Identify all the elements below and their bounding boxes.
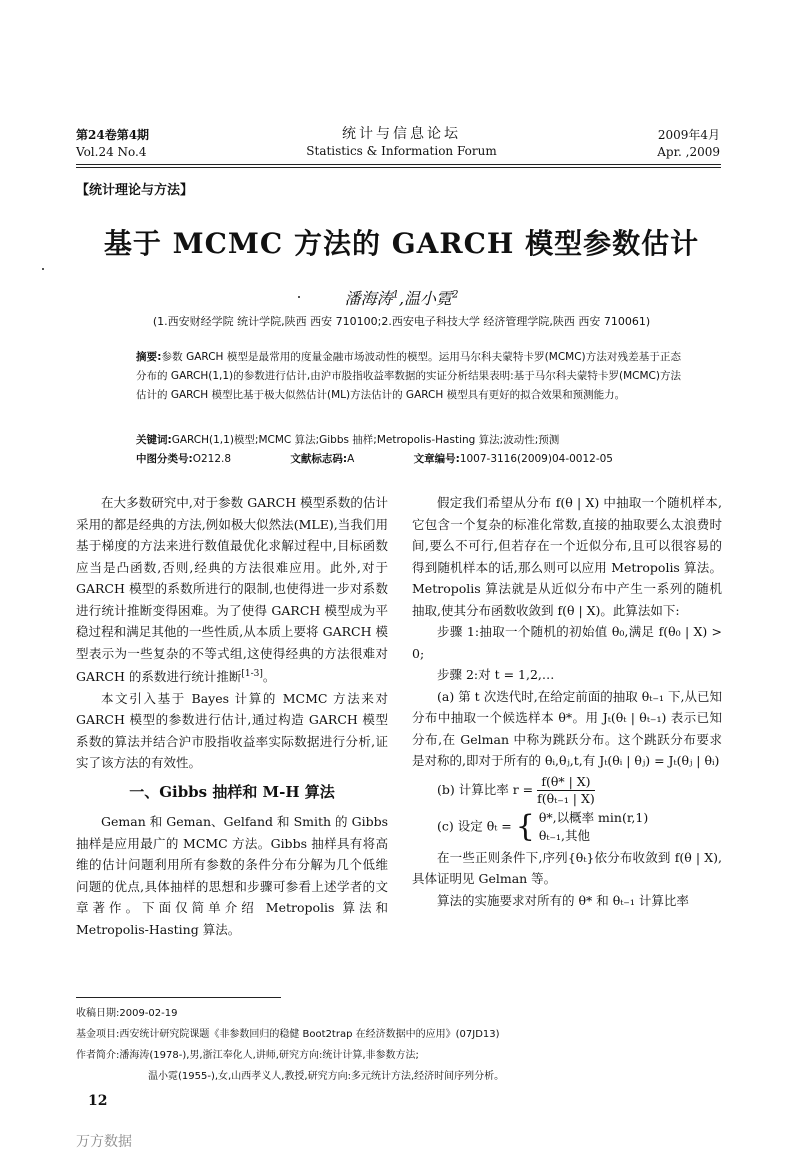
scan-speck [42, 268, 44, 270]
step-c-equation [437, 809, 722, 845]
ratio-numerator: f(θ* | X) [537, 774, 595, 791]
keywords-label: 关键词: [136, 434, 172, 446]
classification-line [136, 451, 681, 466]
article-number [414, 453, 641, 465]
affiliation: (1.西安财经学院 统计学院,陕西 西安 710100;2.西安电子科技大学 经济管理学院,陕西 西安 710061) [152, 315, 651, 328]
volume-en: Vol.24 No.4 [76, 145, 147, 159]
author-separator: , [398, 289, 405, 308]
cases-block [539, 809, 648, 845]
section-tag: 【统计理论与方法】 [76, 183, 194, 198]
intro-p1-end: 。 [262, 669, 276, 685]
section-heading: 一、Gibbs 抽样和 M-H 算法 [129, 782, 335, 801]
author-2-mark: 2 [452, 289, 459, 301]
date-cn: 2009年4月 [657, 128, 720, 142]
footnotes [76, 1003, 721, 1087]
case-1: θ*,以概率 min(r,1) [538, 809, 649, 825]
art-value: 1007-3116(2009)04-0012-05 [459, 453, 613, 465]
abstract-label: 摘要: [136, 351, 162, 363]
paper-title: 基于 MCMC 方法的 GARCH 模型参数估计 [103, 227, 700, 260]
journal-name-cn: 统计与信息论坛 [342, 126, 461, 142]
body-left-column [76, 492, 388, 940]
journal-name-en: Statistics & Information Forum [306, 144, 497, 158]
volume-cn: 第24卷第4期 [76, 128, 150, 142]
step-c-label: (c) 设定 θₜ = [437, 818, 512, 833]
case-2: θₜ₋₁,其他 [538, 827, 591, 843]
issue-date [600, 127, 720, 161]
body-right-column [412, 492, 722, 911]
convergence-paragraph: 在一些正则条件下,序列{θₜ}依分布收敛到 f(θ | X),具体证明见 Gelman 等。 [412, 849, 722, 886]
clc-value: O212.8 [192, 453, 232, 465]
author-bio-2: 温小霓(1955-),女,山西孝义人,教授,研究方向:多元统计方法,经济时间序列分析。 [148, 1071, 505, 1082]
doc-label: 文献标志码: [290, 453, 348, 465]
keywords [136, 432, 681, 447]
author-2: 温小霓 [404, 289, 453, 308]
metropolis-paragraph: 假定我们希望从分布 f(θ | X) 中抽取一个随机样本,它包含一个复杂的标准化常数,直接的抽取要么太浪费时间,要么不可行,但若存在一个近似分布,且可以很容易的得到随机样本的话,那么则可以应用 Metropolis 算法。Metropolis 算法就是从近似分布中产生一系列的随机抽取,使其分布函数收敛到 f(θ | X)。此算法如下: [412, 495, 722, 618]
abstract [136, 348, 681, 405]
watermark: 万方数据 [76, 1134, 132, 1150]
received-date: 收稿日期:2009-02-19 [76, 1008, 178, 1019]
intro-paragraph-1 [76, 492, 388, 688]
intro-paragraph-2: 本文引入基于 Bayes 计算的 MCMC 方法来对 GARCH 模型的参数进行估计,通过构造 GARCH 模型系数的算法并结合沪市股指收益率实际数据进行分析,证实了该方法的有效性。 [76, 690, 388, 771]
doc-code [290, 453, 382, 465]
header-rule-bottom [76, 167, 721, 168]
gibbs-paragraph: Geman 和 Geman、Gelfand 和 Smith 的 Gibbs 抽样是应用最广的 MCMC 方法。Gibbs 抽样具有将高维的估计问题利用所有参数的条件分布分解为几个低维问题的优点,具体抽样的思想和步骤可参看上述学者的文章著作。下面仅简单介绍 Metropolis 算法和 Metropolis-Hasting 算法。 [76, 814, 388, 937]
keywords-text: GARCH(1,1)模型;MCMC 算法;Gibbs 抽样;Metropolis-Hasting 算法;波动性;预测 [171, 434, 560, 446]
page-number: 12 [88, 1093, 108, 1109]
abstract-text: 参数 GARCH 模型是最常用的度量金融市场波动性的模型。运用马尔科夫蒙特卡罗(MCMC)方法对残差基于正态分布的 GARCH(1,1)的参数进行估计,由沪市股指收益率数据的实证分析结果表明:基于马尔科夫蒙特卡罗(MCMC)方法估计的 GARCH 模型比基于极大似然估计(ML)方法估计的 GARCH 模型具有更好的拟合效果和预测能力。 [136, 351, 681, 401]
ratio-fraction [537, 774, 595, 807]
scan-speck [298, 296, 300, 298]
header-rule-top [76, 164, 721, 165]
fund-project: 基金项目:西安统计研究院课题《非参数回归的稳健 Boot2trap 在经济数据中的应用》(07JD13) [76, 1029, 500, 1040]
author-bio-1: 作者简介:潘海涛(1978-),男,浙江奉化人,讲师,研究方向:统计计算,非参数方法; [76, 1050, 419, 1061]
doc-value: A [347, 453, 355, 465]
step-1: 步骤 1:抽取一个随机的初始值 θ₀,满足 f(θ₀ | X) > 0; [412, 624, 722, 661]
author-line [0, 286, 803, 309]
date-en: Apr. ,2009 [657, 145, 720, 159]
art-label: 文章编号: [413, 453, 460, 465]
clc-label: 中图分类号: [136, 453, 193, 465]
author-1-mark: 1 [392, 289, 399, 301]
step-b-label: (b) 计算比率 r = [437, 781, 534, 797]
citation-ref: [1-3] [241, 669, 263, 679]
step-2: 步骤 2:对 t = 1,2,… [437, 667, 555, 682]
cases-brace-icon: { [515, 808, 535, 844]
step-b-equation [437, 774, 722, 807]
ratio-denominator: f(θₜ₋₁ | X) [537, 790, 595, 806]
clc-code [136, 453, 259, 465]
ratio-paragraph: 算法的实施要求对所有的 θ* 和 θₜ₋₁ 计算比率 [437, 892, 689, 908]
intro-p1-text: 在大多数研究中,对于参数 GARCH 模型系数的估计采用的都是经典的方法,例如极大似然法(MLE),当我们用基于梯度的方法来进行数值最优化求解过程中,目标函数应当是凸函数,否则,经典的方法很难应用。此外,对于 GARCH 模型的系数所进行的限制,也使得进一步对系数进行统计推断变得困难。为了使得 GARCH 模型成为平稳过程和满足其他的一些性质,从本质上要将 GARCH 模型表示为一些复杂的不等式组,这使得经典的方法很难对 GARCH 的系数进行统计推断 [76, 495, 388, 685]
step-a: (a) 第 t 次迭代时,在给定前面的抽取 θₜ₋₁ 下,从已知分布中抽取一个候选样本 θ*。用 Jₜ(θₜ | θₜ₋₁) 表示已知分布,在 Gelman 中称为跳跃分布。这个跳跃分布要求是对称的,即对于所有的 θᵢ,θⱼ,t,有 Jₜ(θᵢ | θⱼ) = Jₜ(θⱼ | θᵢ) [412, 688, 722, 768]
footnote-rule [76, 997, 281, 998]
author-1: 潘海涛 [344, 289, 393, 308]
